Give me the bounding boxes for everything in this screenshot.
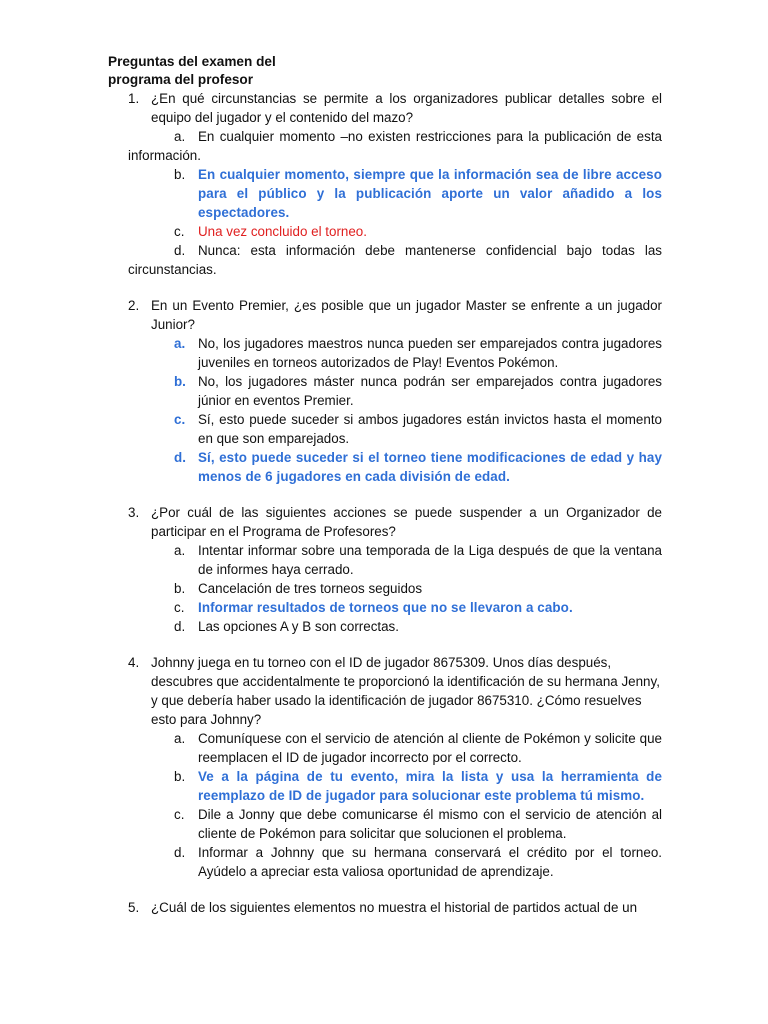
option-a bbox=[174, 334, 662, 372]
option-c bbox=[174, 598, 662, 617]
option-b bbox=[174, 579, 662, 598]
option-c bbox=[174, 222, 662, 241]
option-text: Nunca: esta información debe mantenerse confidencial bajo todas las circunstancias. bbox=[128, 243, 662, 277]
option-text: Sí, esto puede suceder si ambos jugadores están invictos hasta el momento en que son emparejados. bbox=[198, 412, 662, 446]
option-a bbox=[174, 729, 662, 767]
question-2 bbox=[128, 296, 662, 486]
option-label: c. bbox=[174, 600, 185, 615]
option-label: c. bbox=[174, 224, 185, 239]
title-line-2: programa del profesor bbox=[108, 72, 254, 87]
question-text: ¿Cuál de los siguientes elementos no muestra el historial de partidos actual de un bbox=[151, 900, 638, 915]
question-text: ¿En qué circunstancias se permite a los organizadores publicar detalles sobre el equipo del jugador y el contenido del mazo? bbox=[151, 91, 662, 125]
option-text: En cualquier momento, siempre que la información sea de libre acceso para el público y la publicación aporte un valor añadido a los espectadores. bbox=[198, 167, 662, 220]
option-b bbox=[174, 165, 662, 222]
option-text: Una vez concluido el torneo. bbox=[198, 224, 367, 239]
option-text: Comuníquese con el servicio de atención al cliente de Pokémon y solicite que reemplacen el ID de jugador incorrecto por el correcto. bbox=[198, 731, 662, 765]
title-line-1: Preguntas del examen del bbox=[108, 54, 276, 69]
option-text: Cancelación de tres torneos seguidos bbox=[198, 581, 423, 596]
option-d bbox=[174, 448, 662, 486]
question-number: 3. bbox=[128, 505, 140, 520]
option-c bbox=[174, 805, 662, 843]
option-text: Las opciones A y B son correctas. bbox=[198, 619, 399, 634]
option-label: c. bbox=[174, 412, 186, 427]
option-d bbox=[174, 843, 662, 881]
option-label: a. bbox=[174, 543, 186, 558]
option-text: Dile a Jonny que debe comunicarse él mismo con el servicio de atención al cliente de Pokémon para solicitar que solucionen el problema. bbox=[198, 807, 662, 841]
option-label: a. bbox=[174, 129, 186, 144]
question-3 bbox=[128, 503, 662, 636]
option-text: En cualquier momento –no existen restricciones para la publicación de esta información. bbox=[128, 129, 662, 163]
option-label: d. bbox=[174, 243, 186, 258]
question-number: 4. bbox=[128, 655, 140, 670]
question-text: ¿Por cuál de las siguientes acciones se puede suspender a un Organizador de participar en el Programa de Profesores? bbox=[151, 505, 662, 539]
option-text: Sí, esto puede suceder si el torneo tiene modificaciones de edad y hay menos de 6 jugadores en cada división de edad. bbox=[198, 450, 662, 484]
option-label: b. bbox=[174, 374, 186, 389]
question-number: 1. bbox=[128, 91, 140, 106]
option-a bbox=[174, 541, 662, 579]
document-body bbox=[108, 53, 662, 917]
option-label: d. bbox=[174, 619, 186, 634]
option-label: b. bbox=[174, 769, 186, 784]
question-number: 2. bbox=[128, 298, 140, 313]
option-b bbox=[174, 372, 662, 410]
option-text: Ve a la página de tu evento, mira la lista y usa la herramienta de reemplazo de ID de jugador para solucionar este problema tú mismo. bbox=[198, 769, 662, 803]
option-text: Informar a Johnny que su hermana conservará el crédito por el torneo. Ayúdelo a apreciar esta valiosa oportunidad de aprendizaje. bbox=[198, 845, 662, 879]
option-c bbox=[174, 410, 662, 448]
option-text: Informar resultados de torneos que no se llevaron a cabo. bbox=[198, 600, 573, 615]
option-label: d. bbox=[174, 845, 186, 860]
question-text: Johnny juega en tu torneo con el ID de jugador 8675309. Unos días después, descubres que accidentalmente te proporcionó la identificación de su hermana Jenny, y que debería haber usado la identificación de jugador 8675310. ¿Cómo resuelves esto para Johnny? bbox=[151, 655, 660, 727]
question-4 bbox=[128, 653, 662, 881]
option-label: d. bbox=[174, 450, 187, 465]
question-1 bbox=[128, 89, 662, 279]
question-number: 5. bbox=[128, 900, 140, 915]
option-label: b. bbox=[174, 581, 186, 596]
question-5 bbox=[128, 898, 662, 917]
option-text: No, los jugadores maestros nunca pueden ser emparejados contra jugadores juveniles en torneos autorizados de Play! Eventos Pokémon. bbox=[198, 336, 662, 370]
option-d bbox=[128, 241, 662, 279]
option-b bbox=[174, 767, 662, 805]
option-label: a. bbox=[174, 336, 186, 351]
option-label: c. bbox=[174, 807, 185, 822]
option-d bbox=[174, 617, 662, 636]
question-text: En un Evento Premier, ¿es posible que un jugador Master se enfrente a un jugador Junior? bbox=[151, 298, 662, 332]
option-text: Intentar informar sobre una temporada de la Liga después de que la ventana de informes haya cerrado. bbox=[198, 543, 662, 577]
option-text: No, los jugadores máster nunca podrán ser emparejados contra jugadores júnior en eventos Premier. bbox=[198, 374, 662, 408]
option-label: a. bbox=[174, 731, 186, 746]
document-title bbox=[108, 53, 662, 89]
option-a bbox=[128, 127, 662, 165]
option-label: b. bbox=[174, 167, 186, 182]
